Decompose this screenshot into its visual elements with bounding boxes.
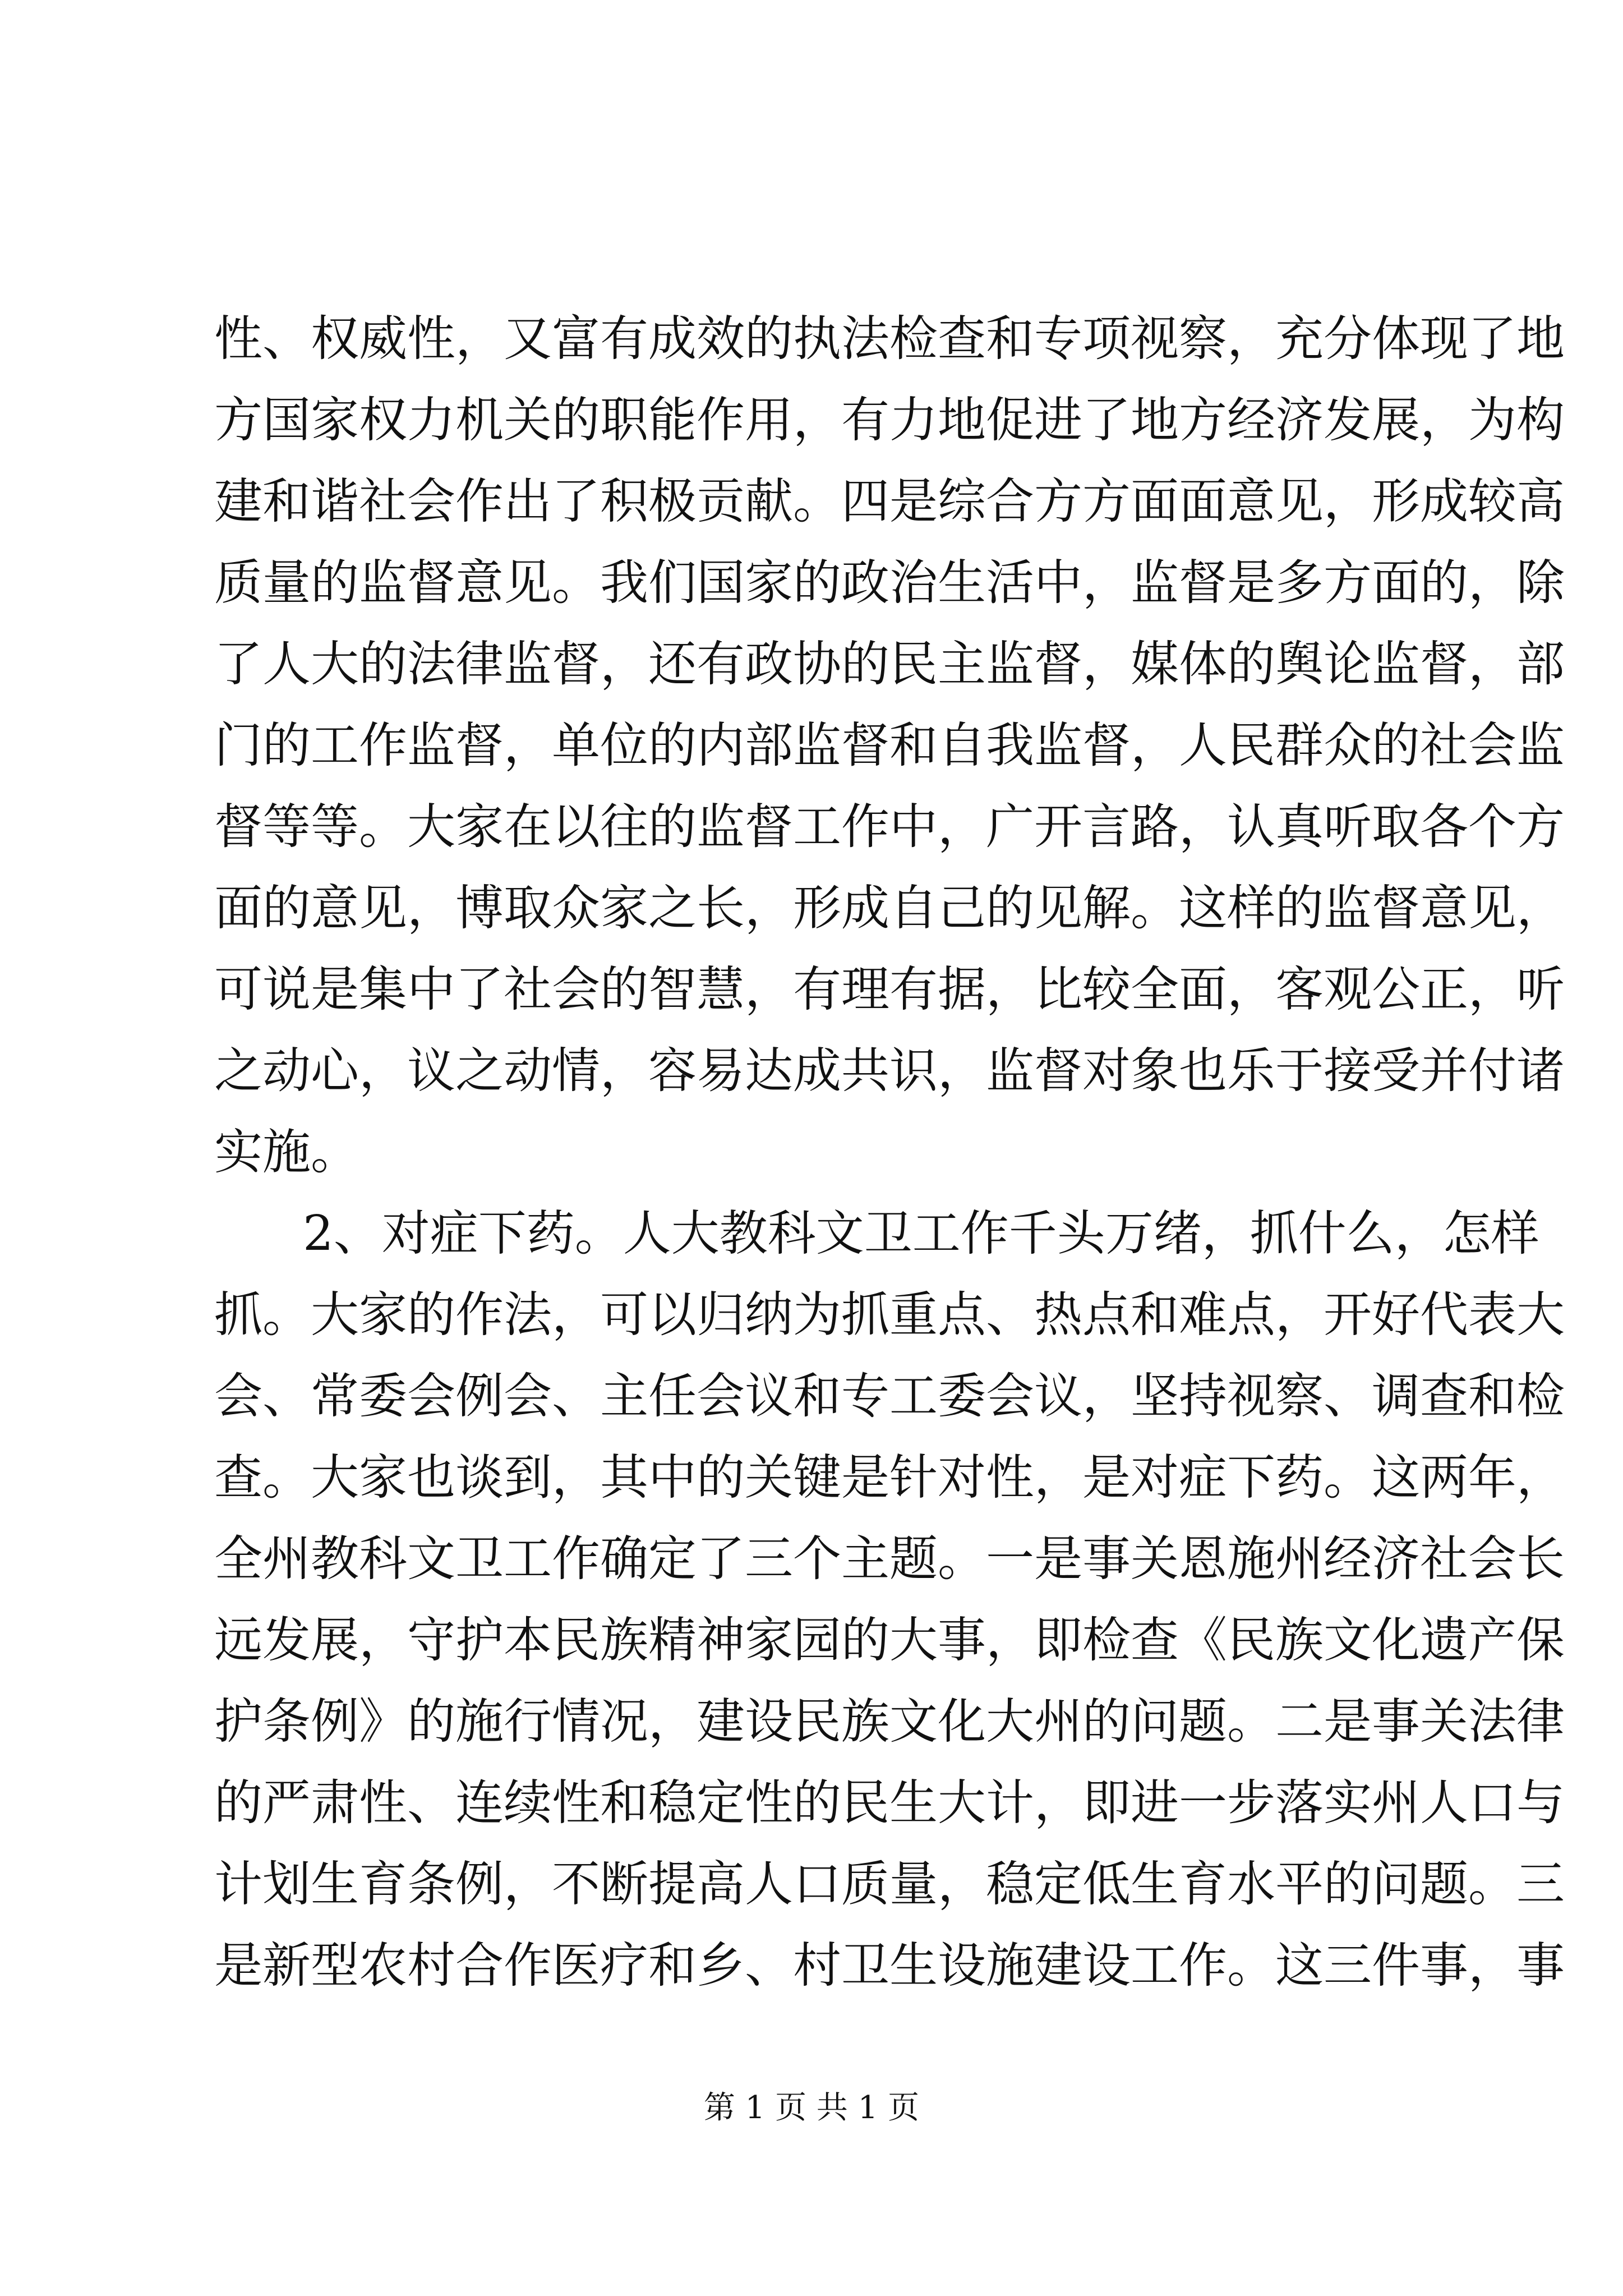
page-footer: 第 1 页 共 1 页 — [703, 2090, 920, 2126]
text-line: 了人大的法律监督，还有政协的民主监督，媒体的舆论监督，部 — [214, 636, 1565, 692]
text-line: 门的工作监督，单位的内部监督和自我监督，人民群众的社会监 — [214, 717, 1565, 774]
text-line: 质量的监督意见。我们国家的政治生活中，监督是多方面的，除 — [214, 555, 1565, 611]
text-line: 方国家权力机关的职能作用，有力地促进了地方经济发展，为构 — [214, 392, 1565, 448]
text-line: 全州教科文卫工作确定了三个主题。一是事关恩施州经济社会长 — [214, 1531, 1565, 1587]
text-line: 面的意见，博取众家之长，形成自己的见解。这样的监督意见， — [214, 880, 1565, 936]
paragraph-first-line: 2、对症下药。人大教科文卫工作千头万绪，抓什么，怎样 — [303, 1205, 1539, 1262]
text-line: 的严肃性、连续性和稳定性的民生大计，即进一步落实州人口与 — [214, 1775, 1565, 1831]
text-line: 之动心，议之动情，容易达成共识，监督对象也乐于接受并付诸 — [214, 1043, 1565, 1099]
text-line: 建和谐社会作出了积极贡献。四是综合方方面面意见，形成较高 — [214, 473, 1565, 530]
text-line: 实施。 — [214, 1124, 359, 1180]
text-line: 可说是集中了社会的智慧，有理有据，比较全面，客观公正，听 — [214, 961, 1565, 1018]
text-line: 查。大家也谈到，其中的关键是针对性，是对症下药。这两年， — [214, 1450, 1565, 1506]
text-line: 会、常委会例会、主任会议和专工委会议，坚持视察、调查和检 — [214, 1368, 1565, 1424]
text-line: 远发展，守护本民族精神家园的大事，即检查《民族文化遗产保 — [214, 1612, 1565, 1668]
text-line: 护条例》的施行情况，建设民族文化大州的问题。二是事关法律 — [214, 1694, 1565, 1750]
text-line: 是新型农村合作医疗和乡、村卫生设施建设工作。这三件事，事 — [214, 1938, 1565, 1994]
text-line: 性、权威性，又富有成效的执法检查和专项视察，充分体现了地 — [214, 311, 1565, 367]
text-line: 督等等。大家在以往的监督工作中，广开言路，认真听取各个方 — [214, 799, 1565, 855]
text-line: 抓。大家的作法，可以归纳为抓重点、热点和难点，开好代表大 — [214, 1287, 1565, 1343]
text-line: 计划生育条例，不断提高人口质量，稳定低生育水平的问题。三 — [214, 1856, 1565, 1912]
